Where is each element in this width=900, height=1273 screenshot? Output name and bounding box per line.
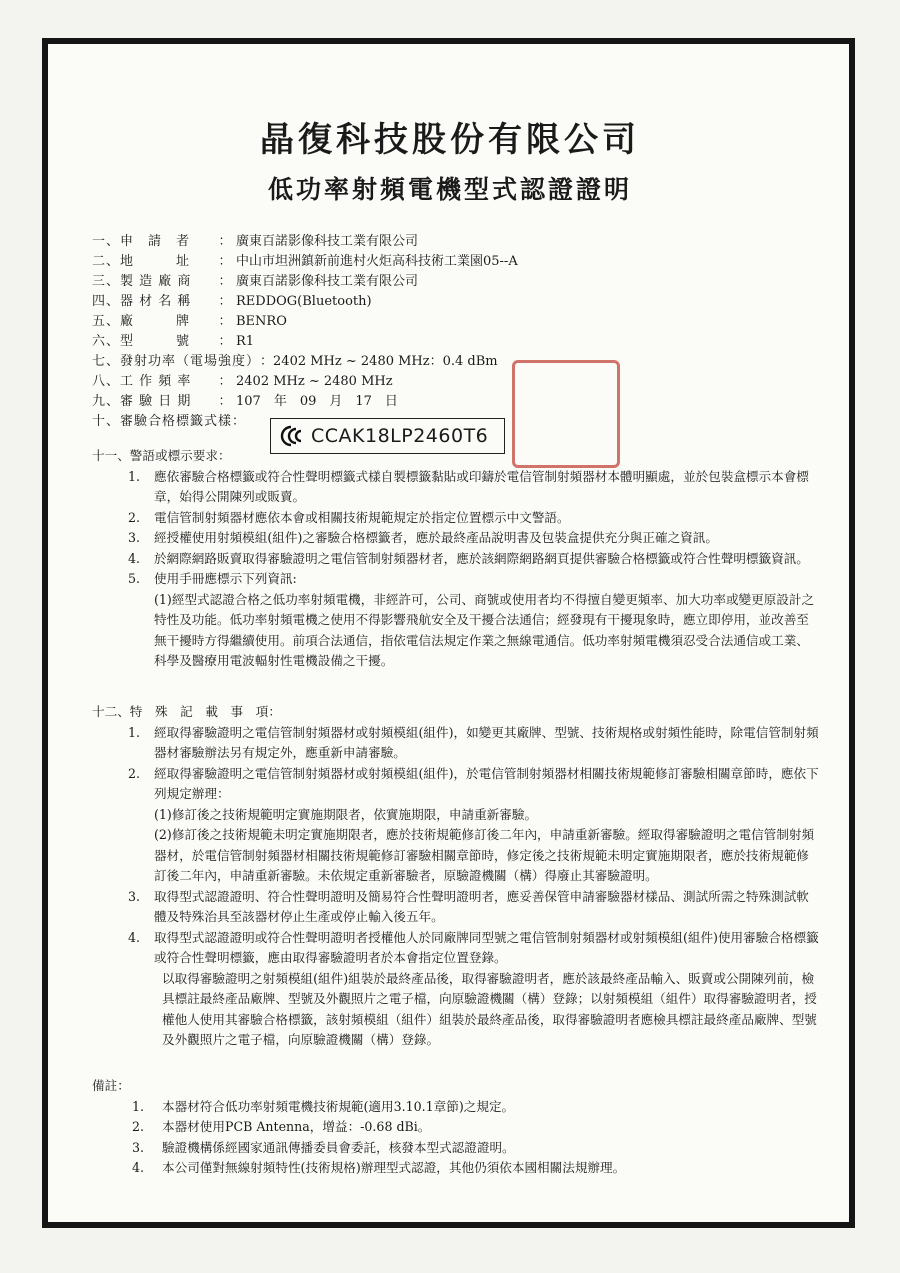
info-row-device-name: 四、器 材 名 稱 ： REDDOG(Bluetooth) (92, 294, 372, 309)
info-row-date: 九、審 驗 日 期 ： 107 年 09 月 17 日 (92, 394, 398, 409)
list-item: 4. 於網際網路販賣取得審驗證明之電信管制射頻器材者，應於該網際網路網頁提供審驗合格標籤或符合性聲明標籤資訊。 (128, 550, 809, 566)
info-row-power: 七、發射功率（電場強度）：2402 MHz ~ 2480 MHz：0.4 dBm (92, 354, 498, 369)
list-item: 3. 取得型式認證證明、符合性聲明證明及簡易符合性聲明證明者，應妥善保管申請審驗器材樣品、測試所需之特殊測試軟體及特殊治具至該器材停止生產或停止輸入後五年。 (128, 888, 809, 924)
ncc-mark-icon (279, 425, 307, 447)
list-item: 4. 本公司僅對無線射頻特性(技術規格)辦理型式認證，其他仍須依本國相關法規辦理。 (132, 1160, 626, 1175)
list-item: 3. 經授權使用射頻模組(組件)之審驗合格標籤者，應於最終產品說明書及包裝盒提供充分與正確之資訊。 (128, 530, 718, 545)
list-item: 2. 電信管制射頻器材應依本會或相關技術規範規定於指定位置標示中文警語。 (128, 509, 570, 525)
remarks-heading: 備註： (92, 1078, 130, 1093)
list-item: 1. 經取得審驗證明之電信管制射頻器材或射頻模組(組件)，如變更其廠牌、型號、技術規格或射頻性能時，除電信管制射頻器材審驗辦法另有規定外，應重新申請審驗。 (128, 724, 819, 760)
info-row-applicant: 一、申 請 者 ： 廣東百諾影像科技工業有限公司 (92, 234, 419, 249)
info-row-model: 六、型 號 ： R1 (92, 334, 255, 349)
manual-info-paragraph: (1)經型式認證合格之低功率射頻電機，非經許可，公司、商號或使用者均不得擅自變更頻率、加大功率或變更原設計之特性及功能。低功率射頻電機之使用不得影響飛航安全及干擾合法通信；經發現有干擾現象時，應立即停用，並改善至無干擾時方得繼續使用。前項合法通信，指依電信法規定作業之無線電通信。低功率射頻電機須忍受合法通信或工業、科學及醫療用電波輻射性電機設備之干擾。 (154, 591, 815, 668)
list-item: 2. 經取得審驗證明之電信管制射頻器材或射頻模組(組件)，於電信管制射頻器材相關技術規範修訂審驗相關章節時，應依下列規定辦理： (128, 765, 819, 801)
info-row-manufacturer: 三、製 造 廠 商 ： 廣東百諾影像科技工業有限公司 (92, 274, 419, 289)
info-row-frequency: 八、工 作 頻 率 ： 2402 MHz ~ 2480 MHz (92, 374, 393, 389)
list-item: 5. 使用手冊應標示下列資訊: (128, 571, 297, 586)
company-name: 晶復科技股份有限公司 (260, 120, 640, 160)
list-item: 1. 應依審驗合格標籤或符合性聲明標籤式樣自製標籤黏貼或印鑄於電信管制射頻器材本體明顯處，並於包裝盒標示本會標章，始得公開陳列或販賣。 (128, 468, 809, 504)
certificate-title: 低功率射頻電機型式認證證明 (267, 175, 632, 204)
section-remarks (92, 1076, 820, 1179)
info-row-address: 二、地 址 ： 中山市坦洲鎮新前進村火炬高科技術工業園05--A (92, 254, 518, 269)
info-block (92, 232, 812, 432)
section-heading: 十一、警語或標示要求： (92, 448, 231, 463)
sub-item: (2)修訂後之技術規範未明定實施期限者，應於技術規範修訂後二年內，申請重新審驗。經取得審驗證明之電信管制射頻器材，於電信管制射頻器材相關技術規範修訂審驗相關章節時，修定後之技術規範未明定實施期限者，應於技術規範修訂後二年內，申請重新審驗。未依規定重新審驗者，原驗證機關（構）得廢止其審驗證明。 (154, 827, 815, 883)
list-item: 1. 本器材符合低功率射頻電機技術規範(適用3.10.1章節)之規定。 (132, 1098, 515, 1114)
section-warnings (92, 446, 820, 672)
section-heading: 十二、特 殊 記 載 事 項： (92, 704, 281, 719)
registration-paragraph: 以取得審驗證明之射頻模組(組件)組裝於最終產品後，取得審驗證明者，應於該最終產品輸入、販賣或公開陳列前，檢具標註最終產品廠牌、型號及外觀照片之電子檔，向原驗證機關（構）登錄；以射頻模組（組件）取得審驗證明者，授權他人使用其審驗合格標籤，該射頻模組（組件）組裝於最終產品後，取得審驗證明者應檢具標註最終產品廠牌、型號及外觀照片之電子檔，向原驗證機關（構）登錄。 (162, 970, 817, 1047)
list-item: 2. 本器材使用PCB Antenna，增益：-0.68 dBi。 (132, 1119, 431, 1134)
section-special-notes (92, 702, 820, 1051)
list-item: 4. 取得型式認證證明或符合性聲明證明者授權他人於同廠牌同型號之電信管制射頻器材或射頻模組(組件)使用審驗合格標籤或符合性聲明標籤，應由取得審驗證明者於本會指定位置登錄。 (128, 929, 819, 965)
certification-mark-text: CCAK18LP2460T6 (311, 425, 489, 447)
info-row-label-sample: 十、審驗合格標籤式樣： (92, 414, 247, 429)
list-item: 3. 驗證機構係經國家通訊傳播委員會委託，核發本型式認證證明。 (132, 1139, 515, 1155)
sub-item: (1)修訂後之技術規範明定實施期限者，依實施期限，申請重新審驗。 (154, 806, 538, 822)
info-row-brand: 五、廠 牌 ： BENRO (92, 314, 287, 329)
